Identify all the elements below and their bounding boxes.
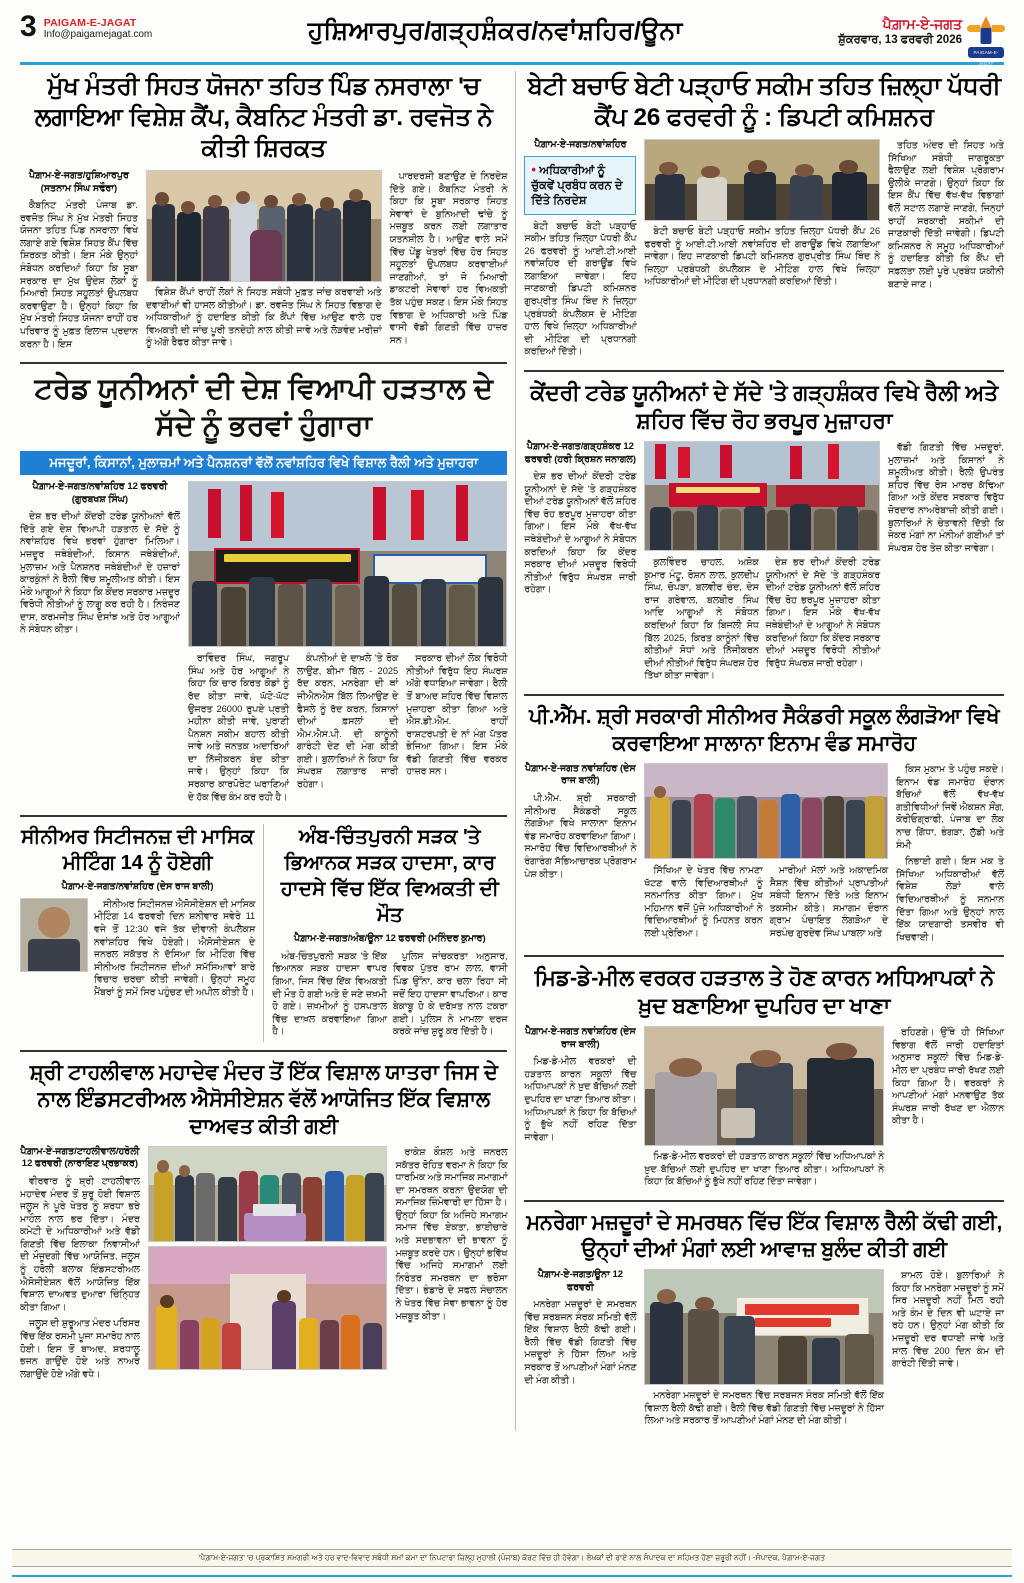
headline-senior-citizens: ਸੀਨੀਅਰ ਸਿਟੀਜਨਜ਼ ਦੀ ਮਾਸਿਕ ਮੀਟਿੰਗ 14 ਨੂੰ ਹੋਏਗੀ xyxy=(21,826,255,875)
article-health-camp xyxy=(20,71,507,354)
a9-col2: ਜਲੂਸ ਦੀ ਸ਼ੁਰੂਆਤ ਮੰਦਰ ਪਰਿਸਰ ਵਿੱਚ ਇੱਕ ਰਸਮੀ ਪੂਜਾ ਸਮਾਰੋਹ ਨਾਲ ਹੋਈ। ਇਸ ਤੋਂ ਬਾਅਦ, ਸ਼ਰਧਾਲੂ ਭਜਨ ਗਾਉਂਦੇ ਹੋਏ ਅਤੇ ਨਾਅਰੇ ਲਗਾਉਂਦੇ ਹੋਏ ਅੱਗੇ ਵਧੇ। xyxy=(20,1318,140,1379)
byline-a6: ਪੈਗ਼ਾਮ-ਏ-ਜਗਤ/ਨਵਾਂਸ਼ਹਿਰ (ਦੇਸ ਰਾਜ ਬਾਲੀ) xyxy=(61,881,214,893)
article-pair-senior-accident xyxy=(20,824,507,1042)
a3-col1: ਦੇਸ਼ ਭਰ ਦੀਆਂ ਕੇਂਦਰੀ ਟਰੇਡ ਯੂਨੀਅਨਾਂ ਦੇ ਸੱਦੇ 'ਤੇ ਗੜ੍ਹਸ਼ੰਕਰ ਦੀਆਂ ਟਰੇਡ ਯੂਨੀਅਨਾਂ ਵੱਲੋਂ ਸ਼ਹਿਰ ਵਿੱਚ ਰੋਹ ਭਰਪੂਰ ਮੁਜ਼ਾਹਰਾ ਕੀਤਾ ਗਿਆ। ਇਸ ਮੌਕੇ ਵੱਖ-ਵੱਖ ਜਥੇਬੰਦੀਆਂ ਦੇ ਆਗੂਆਂ ਨੇ ਸੰਬੋਧਨ ਕਰਦਿਆਂ ਕਿਹਾ ਕਿ ਕੇਂਦਰ ਸਰਕਾਰ ਦੀਆਂ ਮਜ਼ਦੂਰ ਵਿਰੋਧੀ ਨੀਤੀਆਂ ਵਿਰੁੱਧ ਸੰਘਰਸ਼ ਜਾਰੀ ਰਹੇਗਾ। xyxy=(524,471,637,595)
divider-a4-a6 xyxy=(20,815,507,817)
vertical-divider-main xyxy=(515,71,516,1431)
masthead xyxy=(12,0,1012,66)
callout-a2-text: ਅਧਿਕਾਰੀਆਂ ਨੂੰ ਚੁੱਕਵੇਂ ਪ੍ਰਬੰਧ ਕਰਨ ਦੇ ਦਿੱਤੇ ਨਿਰਦੇਸ਼ xyxy=(531,164,623,207)
headline-midday-meal: ਮਿਡ-ਡੇ-ਮੀਲ ਵਰਕਰ ਹੜਤਾਲ ਤੇ ਹੋਣ ਕਾਰਨ ਅਧਿਆਪਕਾਂ ਨੇ ਖ਼ੁਦ ਬਣਾਇਆ ਦੁਪਹਿਰ ਦਾ ਖਾਣਾ xyxy=(534,965,994,1019)
divider-a2-a3 xyxy=(524,370,1004,372)
photo-senior-citizen-portrait xyxy=(20,898,88,972)
a8-col1: ਮਿਡ-ਡੇ-ਮੀਲ ਵਰਕਰਾਂ ਦੀ ਹੜਤਾਲ ਕਾਰਨ ਸਕੂਲਾਂ ਵਿੱਚ ਅਧਿਆਪਕਾਂ ਨੇ ਖ਼ੁਦ ਬੱਚਿਆਂ ਲਈ ਦੁਪਹਿਰ ਦਾ ਖਾਣਾ ਤਿਆਰ ਕੀਤਾ। ਅਧਿਆਪਕਾਂ ਨੇ ਕਿਹਾ ਕਿ ਬੱਚਿਆਂ ਨੂੰ ਭੁੱਖੇ ਨਹੀਂ ਰਹਿਣ ਦਿੱਤਾ ਜਾਵੇਗਾ। xyxy=(524,1056,637,1142)
byline-a2: ਪੈਗ਼ਾਮ-ਏ-ਜਗਤ/ਨਵਾਂਸ਼ਹਿਰ xyxy=(534,139,627,150)
a4-col4: ਸਰਕਾਰ ਦੀਆਂ ਲੋਕ ਵਿਰੋਧੀ ਨੀਤੀਆਂ ਵਿਰੁੱਧ ਇਹ ਸੰਘਰਸ਼ ਅੱਗੇ ਵਧਾਇਆ ਜਾਵੇਗਾ। ਰੈਲੀ ਤੋਂ ਬਾਅਦ ਸ਼ਹਿਰ ਵਿੱਚ ਵਿਸ਼ਾਲ ਮੁਜ਼ਾਹਰਾ ਕੀਤਾ ਗਿਆ ਅਤੇ ਐਸ.ਡੀ.ਐਮ. ਰਾਹੀਂ ਰਾਸ਼ਟਰਪਤੀ ਦੇ ਨਾਂ ਮੰਗ ਪੱਤਰ ਭੇਜਿਆ ਗਿਆ। ਇਸ ਮੌਕੇ ਵੱਡੀ ਗਿਣਤੀ ਵਿੱਚ ਵਰਕਰ ਹਾਜ਼ਰ ਸਨ। xyxy=(406,653,508,777)
photo-midday-meal xyxy=(644,1026,884,1146)
a5-col5: ਨਿਭਾਈ ਗਈ। ਇਸ ਮਕ ਤੇ ਸਿੱਖਿਆ ਅਧਿਕਾਰੀਆਂ ਵੱਲੋਂ ਵਿਸ਼ੇਸ਼ ਲੋੜਾਂ ਵਾਲੇ ਵਿਦਿਆਰਥੀਆਂ ਨੂੰ ਸਨਮਾਨ ਦਿੱਤਾ ਗਿਆ ਅਤੇ ਉਨ੍ਹਾਂ ਨਾਲ ਇੱਕ ਯਾਦਗਾਰੀ ਤਸਵੀਰ ਵੀ ਖਿਚਵਾਈ। xyxy=(896,856,1005,942)
headline-health-camp: ਮੁੱਖ ਮੰਤਰੀ ਸਿਹਤ ਯੋਜਨਾ ਤਹਿਤ ਪਿੰਡ ਨਸਰਾਲਾ 'ਚ ਲਗਾਇਆ ਵਿਸ਼ੇਸ਼ ਕੈਂਪ, ਕੈਬਨਿਟ ਮੰਤਰੀ ਡਾ. ਰਵਜੋਤ ਨੇ ਕੀਤੀ ਸ਼ਿਰਕਤ xyxy=(34,73,493,162)
masthead-right xyxy=(838,14,1004,66)
a7-col1: ਅੰਬ-ਚਿੰਤਪੁਰਨੀ ਸੜਕ 'ਤੇ ਇੱਕ ਭਿਆਨਕ ਸੜਕ ਹਾਦਸਾ ਵਾਪਰ ਗਿਆ, ਜਿਸ ਵਿੱਚ ਇੱਕ ਵਿਅਕਤੀ ਦੀ ਮੌਤ ਹੋ ਗਈ ਅਤੇ ਦੋ ਜਣੇ ਜ਼ਖ਼ਮੀ ਹੋ ਗਏ। ਜ਼ਖ਼ਮੀਆਂ ਨੂੰ ਹਸਪਤਾਲ ਵਿੱਚ ਦਾਖ਼ਲ ਕਰਵਾਇਆ ਗਿਆ ਹੈ। xyxy=(272,950,387,1037)
bottom-rule xyxy=(12,1575,1012,1577)
a3-col3: ਵੱਡੀ ਗਿਣਤੀ ਵਿੱਚ ਮਜ਼ਦੂਰਾਂ, ਮੁਲਾਜ਼ਮਾਂ ਅਤੇ ਕਿਸਾਨਾਂ ਨੇ ਸ਼ਮੂਲੀਅਤ ਕੀਤੀ। ਰੈਲੀ ਉਪਰੰਤ ਸ਼ਹਿਰ ਵਿੱਚ ਰੋਸ ਮਾਰਚ ਕੱਢਿਆ ਗਿਆ ਅਤੇ ਕੇਂਦਰ ਸਰਕਾਰ ਵਿਰੁੱਧ ਜ਼ੋਰਦਾਰ ਨਾਅਰੇਬਾਜ਼ੀ ਕੀਤੀ ਗਈ। ਬੁਲਾਰਿਆਂ ਨੇ ਚੇਤਾਵਨੀ ਦਿੱਤੀ ਕਿ ਜੇਕਰ ਮੰਗਾਂ ਨਾ ਮੰਨੀਆਂ ਗਈਆਂ ਤਾਂ ਸੰਘਰਸ਼ ਹੋਰ ਤੇਜ਼ ਕੀਤਾ ਜਾਵੇਗਾ। xyxy=(888,442,1005,553)
a10-col2: ਸ਼ਾਮਲ ਹੋਏ। ਬੁਲਾਰਿਆਂ ਨੇ ਕਿਹਾ ਕਿ ਮਨਰੇਗਾ ਮਜ਼ਦੂਰਾਂ ਨੂੰ ਸਮੇਂ ਸਿਰ ਮਜ਼ਦੂਰੀ ਨਹੀਂ ਮਿਲ ਰਹੀ ਅਤੇ ਕੰਮ ਦੇ ਦਿਨ ਵੀ ਘਟਾਏ ਜਾ ਰਹੇ ਹਨ। ਉਨ੍ਹਾਂ ਮੰਗ ਕੀਤੀ ਕਿ ਮਜ਼ਦੂਰੀ ਦਰ ਵਧਾਈ ਜਾਵੇ ਅਤੇ ਸਾਲ ਵਿੱਚ 200 ਦਿਨ ਕੰਮ ਦੀ ਗਾਰੰਟੀ ਦਿੱਤੀ ਜਾਵੇ। xyxy=(892,1270,1005,1369)
right-column xyxy=(524,71,1004,1431)
headline-school-prize: ਪੀ.ਐੱਮ. ਸ਼੍ਰੀ ਸਰਕਾਰੀ ਸੀਨੀਅਰ ਸੈਕੰਡਰੀ ਸਕੂਲ ਲੰਗੜੋਆ ਵਿਖੇ ਕਰਵਾਇਆ ਸਾਲਾਨਾ ਇਨਾਮ ਵੰਡ ਸਮਾਰੋਹ xyxy=(529,704,1000,755)
logo-ribbon-text: PAIGAM-E-JAGAT xyxy=(968,47,1004,58)
byline-a7: ਪੈਗ਼ਾਮ-ਏ-ਜਗਤ/ਅੰਬ/ਊਨਾ 12 ਫਰਵਰੀ (ਮਨਿੰਦਰ ਕੁਮਾਰ) xyxy=(293,933,486,945)
callout-a2 xyxy=(524,156,636,215)
article-tahliwal-procession xyxy=(20,1059,507,1385)
photo-dc-meeting xyxy=(644,139,880,221)
a2-col2-dup: ਬੇਟੀ ਬਚਾਓ ਬੇਟੀ ਪੜ੍ਹਾਓ ਸਕੀਮ ਤਹਿਤ ਜ਼ਿਲ੍ਹਾ ਪੱਧਰੀ ਕੈਂਪ 26 ਫਰਵਰੀ ਨੂੰ ਆਈ.ਟੀ.ਆਈ ਨਵਾਂਸ਼ਹਿਰ ਦੀ ਗਰਾਊਂਡ ਵਿਖੇ ਲਗਾਇਆ ਜਾਵੇਗਾ। ਇਹ ਜਾਣਕਾਰੀ ਡਿਪਟੀ ਕਮਿਸ਼ਨਰ ਗੁਰਪ੍ਰੀਤ ਸਿੰਘ ਥਿੰਦ ਨੇ ਜ਼ਿਲ੍ਹਾ ਪ੍ਰਬੰਧਕੀ ਕੰਪਲੈਕਸ ਦੇ ਮੀਟਿੰਗ ਹਾਲ ਵਿਖੇ ਜ਼ਿਲ੍ਹਾ ਅਧਿਕਾਰੀਆਂ ਦੀ ਮੀਟਿੰਗ ਦੀ ਪ੍ਰਧਾਨਗੀ ਕਰਦਿਆਂ ਦਿੱਤੀ। xyxy=(644,226,881,287)
a5-col1: ਪੀ.ਐੱਮ. ਸ਼੍ਰੀ ਸਰਕਾਰੀ ਸੀਨੀਅਰ ਸੈਕੰਡਰੀ ਸਕੂਲ ਲੰਗੜੋਆ ਵਿਖੇ ਸਾਲਾਨਾ ਇਨਾਮ ਵੰਡ ਸਮਾਰੋਹ ਕਰਵਾਇਆ ਗਿਆ। ਸਮਾਰੋਹ ਵਿੱਚ ਵਿਦਿਆਰਥੀਆਂ ਨੇ ਰੰਗਾਰੰਗ ਸੱਭਿਆਚਾਰਕ ਪ੍ਰੋਗਰਾਮ ਪੇਸ਼ ਕੀਤਾ। xyxy=(524,792,637,879)
a10-col1: ਮਨਰੇਗਾ ਮਜ਼ਦੂਰਾਂ ਦੇ ਸਮਰਥਨ ਵਿੱਚ ਸਰਬਜਨ ਸੰਰਕ ਸਮਿਤੀ ਵੱਲੋਂ ਇੱਕ ਵਿਸ਼ਾਲ ਰੈਲੀ ਕੱਢੀ ਗਈ। ਰੈਲੀ ਵਿੱਚ ਵੱਡੀ ਗਿਣਤੀ ਵਿੱਚ ਮਜ਼ਦੂਰਾਂ ਨੇ ਹਿੱਸਾ ਲਿਆ ਅਤੇ ਸਰਕਾਰ ਤੋਂ ਆਪਣੀਆਂ ਮੰਗਾਂ ਮੰਨਣ ਦੀ ਮੰਗ ਕੀਤੀ। xyxy=(524,1299,637,1385)
divider-a8-a10 xyxy=(524,1200,1004,1202)
a8-col1b: ਮਿਡ-ਡੇ-ਮੀਲ ਵਰਕਰਾਂ ਦੀ ਹੜਤਾਲ ਕਾਰਨ ਸਕੂਲਾਂ ਵਿੱਚ ਅਧਿਆਪਕਾਂ ਨੇ ਖ਼ੁਦ ਬੱਚਿਆਂ ਲਈ ਦੁਪਹਿਰ ਦਾ ਖਾਣਾ ਤਿਆਰ ਕੀਤਾ। ਅਧਿਆਪਕਾਂ ਨੇ ਕਿਹਾ ਕਿ ਬੱਚਿਆਂ ਨੂੰ ਭੁੱਖੇ ਨਹੀਂ ਰਹਿਣ ਦਿੱਤਾ ਜਾਵੇਗਾ। xyxy=(644,1151,885,1187)
a5-col2: ਸਿੱਖਿਆ ਦੇ ਖੇਤਰ ਵਿੱਚ ਨਾਮਣਾ ਖੱਟਣ ਵਾਲੇ ਵਿਦਿਆਰਥੀਆਂ ਨੂੰ ਸਨਮਾਨਿਤ ਕੀਤਾ ਗਿਆ। ਮੁੱਖ ਮਹਿਮਾਨ ਵਜੋਂ ਪੁੱਜੇ ਅਧਿਕਾਰੀਆਂ ਨੇ ਵਿਦਿਆਰਥੀਆਂ ਨੂੰ ਮਿਹਨਤ ਕਰਨ ਲਈ ਪ੍ਰੇਰਿਆ। xyxy=(644,864,763,938)
a2-col1: ਬੇਟੀ ਬਚਾਓ ਬੇਟੀ ਪੜ੍ਹਾਓ ਸਕੀਮ ਤਹਿਤ ਜ਼ਿਲ੍ਹਾ ਪੱਧਰੀ ਕੈਂਪ 26 ਫਰਵਰੀ ਨੂੰ ਆਈ.ਟੀ.ਆਈ ਨਵਾਂਸ਼ਹਿਰ ਦੀ ਗਰਾਊਂਡ ਵਿਖੇ ਲਗਾਇਆ ਜਾਵੇਗਾ। ਇਹ ਜਾਣਕਾਰੀ ਡਿਪਟੀ ਕਮਿਸ਼ਨਰ ਗੁਰਪ੍ਰੀਤ ਸਿੰਘ ਥਿੰਦ ਨੇ ਜ਼ਿਲ੍ਹਾ ਪ੍ਰਬੰਧਕੀ ਕੰਪਲੈਕਸ ਦੇ ਮੀਟਿੰਗ ਹਾਲ ਵਿਖੇ ਜ਼ਿਲ੍ਹਾ ਅਧਿਕਾਰੀਆਂ ਦੀ ਮੀਟਿੰਗ ਦੀ ਪ੍ਰਧਾਨਗੀ ਕਰਦਿਆਂ ਦਿੱਤੀ। xyxy=(524,220,637,357)
byline-a1: ਪੈਗ਼ਾਮ-ਏ-ਜਗਤ/ਹੁਸ਼ਿਆਰਪੁਰ (ਸਤਨਾਮ ਸਿੰਘ ਸਢੌਰਾ) xyxy=(28,170,129,194)
photo-health-camp xyxy=(146,170,382,282)
photo-school-prize xyxy=(644,763,888,859)
headline-manrega-rally: ਮਨਰੇਗਾ ਮਜ਼ਦੂਰਾਂ ਦੇ ਸਮਰਥਨ ਵਿੱਚ ਇੱਕ ਵਿਸ਼ਾਲ ਰੈਲੀ ਕੱਢੀ ਗਈ, ਉਨ੍ਹਾਂ ਦੀਆਂ ਮੰਗਾਂ ਲਈ ਆਵਾਜ਼ ਬੁਲੰਦ ਕੀਤੀ ਗਈ xyxy=(526,1211,1003,1262)
masthead-center xyxy=(152,14,838,46)
article-garhshankar-rally xyxy=(524,379,1004,686)
byline-a9: ਪੈਗ਼ਾਮ-ਏ-ਜਗਤ/ਟਾਹਲੀਵਾਲ/ਹਰੋਲੀ 12 ਫਰਵਰੀ (ਨਾਰਾਇਣ ਪ੍ਰਭਾਕਰ) xyxy=(20,1145,140,1170)
a5-col3: ਮਾਰੀਆਂ ਮੱਲਾਂ ਅਤੇ ਅਕਾਦਮਿਕ ਸੈਸ਼ਨ ਵਿੱਚ ਕੀਤੀਆਂ ਪ੍ਰਾਪਤੀਆਂ ਸਬੰਧੀ ਇਨਾਮ ਦਿੱਤੇ ਅਤੇ ਇਨਾਮ ਤਕਸੀਮ ਕੀਤੇ। ਸਮਾਗਮ ਦੌਰਾਨ ਗ੍ਰਾਮ ਪੰਚਾਇਤ ਲੰਗੜੋਆ ਦੇ ਸਰਪੰਚ ਗੁਰਦੇਵ ਸਿੰਘ ਪਾਬਲਾ ਅਤੇ xyxy=(769,864,889,938)
paper-name-latin: PAIGAM-E-JAGAT xyxy=(43,17,137,29)
divider-a7-a9 xyxy=(20,1050,507,1052)
a6-col1: ਸੀਨੀਅਰ ਸਿਟੀਜਨਜ਼ ਐਸੋਸੀਏਸ਼ਨ ਦੀ ਮਾਸਿਕ ਮੀਟਿੰਗ 14 ਫਰਵਰੀ ਦਿਨ ਸ਼ਨੀਵਾਰ ਸਵੇਰੇ 11 ਵਜੇ ਤੋਂ 12:30 ਵਜੇ ਤੱਕ ਦੀਵਾਨੀ ਕੰਪਲੈਕਸ ਨਵਾਂਸ਼ਹਿਰ ਵਿਖੇ ਹੋਏਗੀ। ਐਸੋਸੀਏਸ਼ਨ ਦੇ ਜਨਰਲ ਸਕੱਤਰ ਨੇ ਦੱਸਿਆ ਕਿ ਮੀਟਿੰਗ ਵਿੱਚ ਸੀਨੀਅਰ ਸਿਟੀਜਨਜ਼ ਦੀਆਂ ਸਮੱਸਿਆਵਾਂ ਬਾਰੇ ਵਿਚਾਰ ਚਰਚਾ ਕੀਤੀ ਜਾਵੇਗੀ। ਉਨ੍ਹਾਂ ਸਮੂਹ ਮੈਂਬਰਾਂ ਨੂੰ ਸਮੇਂ ਸਿਰ ਪਹੁੰਚਣ ਦੀ ਅਪੀਲ ਕੀਤੀ ਹੈ। xyxy=(94,898,256,997)
vertical-divider-a6-a7 xyxy=(263,824,264,1042)
divider-a1-a4 xyxy=(20,362,507,364)
article-school-prize xyxy=(524,703,1004,947)
photo-tahliwal-procession xyxy=(148,1146,388,1242)
article-senior-citizens xyxy=(20,824,255,1042)
divider-a5-a8 xyxy=(524,955,1004,957)
headline-trade-union-strike: ਟਰੇਡ ਯੂਨੀਅਨਾਂ ਦੀ ਦੇਸ਼ ਵਿਆਪੀ ਹੜਤਾਲ ਦੇ ਸੱਦੇ ਨੂੰ ਭਰਵਾਂ ਹੁੰਗਾਰਾ xyxy=(34,373,493,443)
a1-col3: ਪਾਰਦਰਸ਼ੀ ਬਣਾਉਣ ਦੇ ਨਿਰਦੇਸ਼ ਦਿੱਤੇ ਗਏ। ਕੈਬਨਿਟ ਮੰਤਰੀ ਨੇ ਕਿਹਾ ਕਿ ਸੂਬਾ ਸਰਕਾਰ ਸਿਹਤ ਸੇਵਾਵਾਂ ਦੇ ਬੁਨਿਆਦੀ ਢਾਂਚੇ ਨੂੰ ਮਜ਼ਬੂਤ ਕਰਨ ਲਈ ਲਗਾਤਾਰ ਯਤਨਸ਼ੀਲ ਹੈ। ਆਉਣ ਵਾਲੇ ਸਮੇਂ ਵਿੱਚ ਪੇਂਡੂ ਖੇਤਰਾਂ ਵਿੱਚ ਹੋਰ ਸਿਹਤ ਸਹੂਲਤਾਂ ਉਪਲਬਧ ਕਰਵਾਈਆਂ ਜਾਣਗੀਆਂ, ਤਾਂ ਜੋ ਮਿਆਰੀ ਡਾਕਟਰੀ ਸੇਵਾਵਾਂ ਹਰ ਵਿਅਕਤੀ ਤੱਕ ਪਹੁੰਚ ਸਕਣ। ਇਸ ਮੌਕੇ ਸਿਹਤ ਵਿਭਾਗ ਦੇ ਅਧਿਕਾਰੀ ਅਤੇ ਪਿੰਡ ਵਾਸੀ ਵੱਡੀ ਗਿਣਤੀ ਵਿੱਚ ਹਾਜ਼ਰ ਸਨ। xyxy=(389,171,508,345)
a4-col3: ਕੰਪਨੀਆਂ ਦੇ ਦਾਖ਼ਲੇ 'ਤੇ ਰੋਕ ਲਾਉਣ, ਬੀਮਾ ਬਿੱਲ - 2025 ਰੱਦ ਕਰਨ, ਮਨਰੇਗਾ ਦੀ ਥਾਂ ਜੀਐਨਐਸ ਬਿੱਲ ਲਿਆਉਣ ਦੇ ਫੈਸਲੇ ਨੂੰ ਰੱਦ ਕਰਨ, ਕਿਸਾਨਾਂ ਦੀਆਂ ਫ਼ਸਲਾਂ ਦੀ ਐਮ.ਐਸ.ਪੀ. ਦੀ ਕਾਨੂੰਨੀ ਗਾਰੰਟੀ ਦੇਣ ਦੀ ਮੰਗ ਕੀਤੀ ਗਈ। ਬੁਲਾਰਿਆਂ ਨੇ ਕਿਹਾ ਕਿ ਸੰਘਰਸ਼ ਲਗਾਤਾਰ ਜਾਰੀ ਰਹੇਗਾ। xyxy=(297,653,399,790)
byline-a8: ਪੈਗ਼ਾਮ-ਏ-ਜਗਤ ਨਵਾਂਸ਼ਹਿਰ (ਦੇਸ ਰਾਜ ਬਾਲੀ) xyxy=(525,1026,636,1050)
a3-col2b: ਦੇਸ਼ ਭਰ ਦੀਆਂ ਕੇਂਦਰੀ ਟਰੇਡ ਯੂਨੀਅਨਾਂ ਦੇ ਸੱਦੇ 'ਤੇ ਗੜ੍ਹਸ਼ੰਕਰ ਦੀਆਂ ਟਰੇਡ ਯੂਨੀਅਨਾਂ ਵੱਲੋਂ ਸ਼ਹਿਰ ਵਿੱਚ ਰੋਹ ਭਰਪੂਰ ਮੁਜ਼ਾਹਰਾ ਕੀਤਾ ਗਿਆ। ਇਸ ਮੌਕੇ ਵੱਖ-ਵੱਖ ਜਥੇਬੰਦੀਆਂ ਦੇ ਆਗੂਆਂ ਨੇ ਸੰਬੋਧਨ ਕਰਦਿਆਂ ਕਿਹਾ ਕਿ ਕੇਂਦਰ ਸਰਕਾਰ ਦੀਆਂ ਮਜ਼ਦੂਰ ਵਿਰੋਧੀ ਨੀਤੀਆਂ ਵਿਰੁੱਧ ਸੰਘਰਸ਼ ਜਾਰੀ ਰਹੇਗਾ। xyxy=(765,557,881,668)
photo-manrega-rally xyxy=(644,1269,884,1385)
a10-col1b: ਮਨਰੇਗਾ ਮਜ਼ਦੂਰਾਂ ਦੇ ਸਮਰਥਨ ਵਿੱਚ ਸਰਬਜਨ ਸੰਰਕ ਸਮਿਤੀ ਵੱਲੋਂ ਇੱਕ ਵਿਸ਼ਾਲ ਰੈਲੀ ਕੱਢੀ ਗਈ। ਰੈਲੀ ਵਿੱਚ ਵੱਡੀ ਗਿਣਤੀ ਵਿੱਚ ਮਜ਼ਦੂਰਾਂ ਨੇ ਹਿੱਸਾ ਲਿਆ ਅਤੇ ਸਰਕਾਰ ਤੋਂ ਆਪਣੀਆਂ ਮੰਗਾਂ ਮੰਨਣ ਦੀ ਮੰਗ ਕੀਤੀ। xyxy=(644,1390,885,1426)
manrega-banner xyxy=(736,1297,869,1336)
a3-col2: ਕੁਲਵਿੰਦਰ ਚਾਹਲ, ਅਸ਼ੋਕ ਕੁਮਾਰ ਮੰਟੂ, ਰੋਸ਼ਨ ਲਾਲ, ਕੁਲਦੀਪ ਸਿੰਘ, ਚੋਪੜਾ, ਬਲਵੀਰ ਚੰਦ, ਦੇਸ ਰਾਜ ਗਰੇਵਾਲ, ਬਲਬੀਰ ਸਿੰਘ ਆਦਿ ਆਗੂਆਂ ਨੇ ਸੰਬੋਧਨ ਕਰਦਿਆਂ ਕਿਹਾ ਕਿ ਬਿਜਲੀ ਸੋਧ ਬਿੱਲ 2025, ਕਿਰਤ ਕਾਨੂੰਨਾਂ ਵਿੱਚ ਕੀਤੀਆਂ ਸੋਧਾਂ ਅਤੇ ਨਿੱਜੀਕਰਨ ਦੀਆਂ ਨੀਤੀਆਂ ਵਿਰੁੱਧ ਸੰਘਰਸ਼ ਹੋਰ ਤਿੱਖਾ ਕੀਤਾ ਜਾਵੇਗਾ। xyxy=(644,557,759,681)
a4-col1: ਦੇਸ਼ ਭਰ ਦੀਆਂ ਕੇਂਦਰੀ ਟਰੇਡ ਯੂਨੀਅਨਾਂ ਵੱਲੋਂ ਦਿੱਤੇ ਗਏ ਦੇਸ਼ ਵਿਆਪੀ ਹੜਤਾਲ ਦੇ ਸੱਦੇ ਨੂੰ ਨਵਾਂਸ਼ਹਿਰ ਵਿਖੇ ਭਰਵਾਂ ਹੁੰਗਾਰਾ ਮਿਲਿਆ। ਮਜ਼ਦੂਰ ਜਥੇਬੰਦੀਆਂ, ਕਿਸਾਨ ਜਥੇਬੰਦੀਆਂ, ਮੁਲਾਜ਼ਮ ਅਤੇ ਪੈਨਸ਼ਨਰ ਜਥੇਬੰਦੀਆਂ ਦੇ ਹਜ਼ਾਰਾਂ ਕਾਰਕੁੰਨਾਂ ਨੇ ਰੈਲੀ ਵਿੱਚ ਸ਼ਮੂਲੀਅਤ ਕੀਤੀ। ਇਸ ਮੌਕੇ ਆਗੂਆਂ ਨੇ ਕਿਹਾ ਕਿ ਕੇਂਦਰ ਸਰਕਾਰ ਮਜ਼ਦੂਰ ਵਿਰੋਧੀ ਨੀਤੀਆਂ ਨੂੰ ਲਾਗੂ ਕਰ ਰਹੀ ਹੈ। ਨਿਰੰਜਣ ਦਾਸ, ਕਰਮਜੀਤ ਸਿੰਘ ਦੋਸਾਂਝ ਅਤੇ ਹੋਰ ਆਗੂਆਂ ਨੇ ਸੰਬੋਧਨ ਕੀਤਾ। xyxy=(20,511,180,635)
publication-date: ਸ਼ੁੱਕਰਵਾਰ, 13 ਫਰਵਰੀ 2026 xyxy=(838,34,962,46)
photo-nawanshahr-rally xyxy=(188,481,508,647)
masthead-rule xyxy=(20,62,1004,65)
headline-road-accident: ਅੰਬ-ਚਿੰਤਪੁਰਨੀ ਸੜਕ 'ਤੇ ਭਿਆਨਕ ਸੜਕ ਹਾਦਸਾ, ਕਾਰ ਹਾਦਸੇ ਵਿੱਚ ਇੱਕ ਵਿਅਕਤੀ ਦੀ ਮੌਤ xyxy=(280,826,499,927)
a8-col2: ਰਹਿਣਗੇ। ਉੱਥੇ ਹੀ ਸਿੱਖਿਆ ਵਿਭਾਗ ਵੱਲੋਂ ਜਾਰੀ ਹਦਾਇਤਾਂ ਅਨੁਸਾਰ ਸਕੂਲਾਂ ਵਿੱਚ ਮਿਡ-ਡੇ-ਮੀਲ ਦਾ ਪ੍ਰਬੰਧ ਜਾਰੀ ਰੱਖਣ ਲਈ ਕਿਹਾ ਗਿਆ ਹੈ। ਵਰਕਰਾਂ ਨੇ ਆਪਣੀਆਂ ਮੰਗਾਂ ਮਨਵਾਉਣ ਤੱਕ ਸੰਘਰਸ਼ ਜਾਰੀ ਰੱਖਣ ਦਾ ਐਲਾਨ ਕੀਤਾ ਹੈ। xyxy=(892,1027,1005,1126)
article-midday-meal xyxy=(524,964,1004,1192)
bullet-icon: • xyxy=(531,161,536,177)
page-number: 3 xyxy=(20,10,37,43)
article-road-accident xyxy=(272,824,507,1042)
a1-col2: ਵਿਸ਼ੇਸ਼ ਕੈਂਪਾਂ ਰਾਹੀਂ ਲੋਕਾਂ ਨੇ ਸਿਹਤ ਸਬੰਧੀ ਮੁਫ਼ਤ ਜਾਂਚ ਕਰਵਾਈ ਅਤੇ ਦਵਾਈਆਂ ਵੀ ਹਾਸਲ ਕੀਤੀਆਂ। ਡਾ. ਰਵਜੋਤ ਸਿੰਘ ਨੇ ਸਿਹਤ ਵਿਭਾਗ ਦੇ ਅਧਿਕਾਰੀਆਂ ਨੂੰ ਹਦਾਇਤ ਕੀਤੀ ਕਿ ਕੈਂਪਾਂ ਵਿੱਚ ਆਉਣ ਵਾਲੇ ਹਰ ਵਿਅਕਤੀ ਦੀ ਜਾਂਚ ਪੂਰੀ ਤਨਦੇਹੀ ਨਾਲ ਕੀਤੀ ਜਾਵੇ ਅਤੇ ਲੋੜਵੰਦ ਮਰੀਜ਼ਾਂ ਨੂੰ ਅੱਗੇ ਰੈਫਰ ਕੀਤਾ ਜਾਵੇ। xyxy=(145,287,382,348)
edition-title: ਹੁਸ਼ਿਆਰਪੁਰ/ਗੜ੍ਹਸ਼ੰਕਰ/ਨਵਾਂਸ਼ਹਿਰ/ਊਨਾ xyxy=(307,17,683,45)
byline-a4: ਪੈਗ਼ਾਮ-ਏ-ਜਗਤ/ਨਵਾਂਸ਼ਹਿਰ 12 ਫਰਵਰੀ (ਗੁਰਬਖਸ਼ ਸਿੰਘ) xyxy=(32,481,168,505)
page-content xyxy=(12,71,1012,1431)
a1-col1: ਕੈਬਨਿਟ ਮੰਤਰੀ ਪੰਜਾਬ ਡਾ. ਰਵਜੋਤ ਸਿੰਘ ਨੇ ਮੁੱਖ ਮੰਤਰੀ ਸਿਹਤ ਯੋਜਨਾ ਤਹਿਤ ਪਿੰਡ ਨਸਰਾਲਾ ਵਿਖੇ ਲਗਾਏ ਗਏ ਵਿਸ਼ੇਸ਼ ਸਿਹਤ ਕੈਂਪ ਵਿੱਚ ਸ਼ਿਰਕਤ ਕੀਤੀ। ਇਸ ਮੌਕੇ ਉਨ੍ਹਾਂ ਸੰਬੋਧਨ ਕਰਦਿਆਂ ਕਿਹਾ ਕਿ ਸੂਬਾ ਸਰਕਾਰ ਦਾ ਮੁੱਖ ਉਦੇਸ਼ ਲੋਕਾਂ ਨੂੰ ਮਿਆਰੀ ਸਿਹਤ ਸਹੂਲਤਾਂ ਉਪਲਬਧ ਕਰਵਾਉਣਾ ਹੈ। ਉਨ੍ਹਾਂ ਕਿਹਾ ਕਿ ਮੁੱਖ ਮੰਤਰੀ ਸਿਹਤ ਯੋਜਨਾ ਰਾਹੀਂ ਹਰ ਪਰਿਵਾਰ ਨੂੰ ਮੁਫ਼ਤ ਇਲਾਜ ਪ੍ਰਦਾਨ ਕਰਨਾ ਹੈ। ਇਸ xyxy=(20,200,138,349)
byline-a10: ਪੈਗ਼ਾਮ-ਏ-ਜਗਤ/ਊਨਾ 12 ਫਰਵਰੀ xyxy=(537,1269,624,1293)
a5-col4: ਕਿਸ ਮੁਕਾਮ ਤੇ ਪਹੁੰਚ ਸਕਦੇ। ਇਨਾਮ ਵੰਡ ਸਮਾਰੋਹ ਦੌਰਾਨ ਬੱਚਿਆਂ ਵੱਲੋਂ ਵੱਖ-ਵੱਖ ਗਤੀਵਿਧੀਆਂ ਜਿਵੇਂ ਐਕਸ਼ਨ ਸੌਂਗ, ਕੋਰੀਓਗ੍ਰਾਫੀ, ਪੰਜਾਬ ਦਾ ਲੋਕ ਨਾਚ ਗਿੱਧਾ, ਭੰਗੜਾ, ਲੁੱਡੀ ਅਤੇ ਸੰਮੀ xyxy=(896,763,1005,850)
byline-a3: ਪੈਗ਼ਾਮ-ਏ-ਜਗਤ/ਗੜ੍ਹਸ਼ੰਕਰ 12 ਫਰਵਰੀ (ਹਰੀ ਕ੍ਰਿਸ਼ਨ ਜਨਾਗਲ) xyxy=(524,441,637,465)
subhead-band-a4: ਮਜਦੂਰਾਂ, ਕਿਸਾਨਾਂ, ਮੁਲਾਜ਼ਮਾਂ ਅਤੇ ਪੈਨਸ਼ਨਰਾਂ ਵੱਲੋਂ ਨਵਾਂਸ਼ਹਿਰ ਵਿਖੇ ਵਿਸ਼ਾਲ ਰੈਲੀ ਅਤੇ ਮੁਜ਼ਾਹਰਾ xyxy=(20,451,507,475)
left-column xyxy=(20,71,507,1431)
rally-banner xyxy=(214,548,360,584)
article-manrega-rally xyxy=(524,1209,1004,1431)
a9-col3: ਰਾਕੇਸ਼ ਕੌਸ਼ਲ ਅਤੇ ਜਨਰਲ ਸਕੱਤਰ ਰੋਹਿਤ ਵਰਮਾ ਨੇ ਕਿਹਾ ਕਿ ਧਾਰਮਿਕ ਅਤੇ ਸਮਾਜਿਕ ਸਮਾਗਮਾਂ ਦਾ ਸਮਰਥਨ ਕਰਨਾ ਉਦਯੋਗ ਦੀ ਸਮਾਜਿਕ ਜ਼ਿੰਮੇਵਾਰੀ ਦਾ ਹਿੱਸਾ ਹੈ। ਉਨ੍ਹਾਂ ਕਿਹਾ ਕਿ ਅਜਿਹੇ ਸਮਾਗਮ ਸਮਾਜ ਵਿੱਚ ਏਕਤਾ, ਭਾਈਚਾਰੇ ਅਤੇ ਸਦਭਾਵਨਾ ਦੀ ਭਾਵਨਾ ਨੂੰ ਮਜ਼ਬੂਤ ਕਰਦੇ ਹਨ। ਉਨ੍ਹਾਂ ਭਵਿੱਖ ਵਿੱਚ ਅਜਿਹੇ ਸਮਾਗਮਾਂ ਲਈ ਨਿਰੰਤਰ ਸਮਰਥਨ ਦਾ ਭਰੋਸਾ ਦਿੱਤਾ। ਭੰਡਾਰੇ ਦੇ ਸਫਲ ਸੰਚਾਲਨ ਨੇ ਖੇਤਰ ਵਿੱਚ ਸੇਵਾ ਭਾਵਨਾ ਨੂੰ ਹੋਰ ਮਜ਼ਬੂਤ ਕੀਤਾ। xyxy=(395,1146,508,1321)
headline-tahliwal-procession: ਸ਼੍ਰੀ ਟਾਹਲੀਵਾਲ ਮਹਾਦੇਵ ਮੰਦਰ ਤੋਂ ਇੱਕ ਵਿਸ਼ਾਲ ਯਾਤਰਾ ਜਿਸ ਦੇ ਨਾਲ ਇੰਡਸਟਰੀਅਲ ਐਸੋਸੀਏਸ਼ਨ ਵੱਲੋਂ ਆਯੋਜਿਤ ਇੱਕ ਵਿਸ਼ਾਲ ਦਾਅਵਤ ਕੀਤੀ ਗਈ xyxy=(29,1060,498,1138)
brand-name-punjabi: ਪੈਗ਼ਾਮ-ਏ-ਜਗਤ xyxy=(882,16,962,32)
headline-garhshankar-rally: ਕੇਂਦਰੀ ਟਰੇਡ ਯੂਨੀਅਨਾਂ ਦੇ ਸੱਦੇ 'ਤੇ ਗੜ੍ਹਸ਼ੰਕਰ ਵਿਖੇ ਰੈਲੀ ਅਤੇ ਸ਼ਹਿਰ ਵਿੱਚ ਰੋਹ ਭਰਪੂਰ ਮੁਜ਼ਾਹਰਾ xyxy=(530,380,999,434)
divider-a3-a5 xyxy=(524,694,1004,696)
photo-langar-bhandara xyxy=(148,1246,388,1370)
photo-garhshankar-rally xyxy=(644,441,880,551)
article-trade-union-strike xyxy=(20,371,507,807)
paper-logo-icon xyxy=(968,16,1004,66)
a7-col2: ਪੁਲਿਸ ਜਾਂਚਕਰਤਾ ਅਨੁਸਾਰ, ਵਿਵਕ ਪੁੱਤਰ ਰਾਮ ਲਾਲ, ਵਾਸੀ ਪਿੰਡ ਉੱਨਾ, ਕਾਰ ਚਲਾ ਰਿਹਾ ਸੀ ਜਦੋਂ ਇਹ ਹਾਦਸਾ ਵਾਪਰਿਆ। ਕਾਰ ਬੇਕਾਬੂ ਹੋ ਕੇ ਦਰੱਖ਼ਤ ਨਾਲ ਟਕਰਾ ਗਈ। ਪੁਲਿਸ ਨੇ ਮਾਮਲਾ ਦਰਜ ਕਰਕੇ ਜਾਂਚ ਸ਼ੁਰੂ ਕਰ ਦਿੱਤੀ ਹੈ। xyxy=(392,950,508,1037)
footer-disclaimer: 'ਪੈਗ਼ਾਮ-ਏ-ਜਗਤ' 'ਚ ਪ੍ਰਕਾਸ਼ਿਤ ਸਮਗਰੀ ਅਤੇ ਹਰ ਵਾਦ-ਵਿਵਾਦ ਸਬੰਧੀ ਸਮਾਂ ਕਮਾ ਦਾ ਨਿਪਟਾਰਾ ਜ਼ਿਲ੍ਹ ਮੁਹਾਲੀ (ਪੰਜਾਬ) ਕੋਰਟ ਵਿੱਚ ਹੀ ਹੋਵੇਗਾ। ਲੇਖਕਾਂ ਦੀ ਰਾਏ ਨਾਲ ਸੰਪਾਦਕ ਦਾ ਸਹਿਮਤ ਹੋਣਾ ਜ਼ਰੂਰੀ ਨਹੀਂ। -ਸੰਪਾਦਕ, ਪੈਗ਼ਾਮ-ਏ-ਜਗਤ xyxy=(12,1549,1012,1567)
paper-email[interactable]: Info@paigamejagat.com xyxy=(43,29,153,40)
headline-beti-bachao: ਬੇਟੀ ਬਚਾਓ ਬੇਟੀ ਪੜ੍ਹਾਓ ਸਕੀਮ ਤਹਿਤ ਜ਼ਿਲ੍ਹਾ ਪੱਧਰੀ ਕੈਂਪ 26 ਫਰਵਰੀ ਨੂੰ : ਡਿਪਟੀ ਕਮਿਸ਼ਨਰ xyxy=(527,73,1001,131)
article-beti-bachao xyxy=(524,71,1004,362)
byline-a5: ਪੈਗ਼ਾਮ-ਏ-ਜਗਤ ਨਵਾਂਸ਼ਹਿਰ (ਦੇਸ ਰਾਜ ਬਾਲੀ) xyxy=(525,762,636,787)
a2-col2: ਤਹਿਤ ਅੰਦਰ ਦੀ ਸਿਹਤ ਅਤੇ ਸਿੱਖਿਆ ਸਬੰਧੀ ਜਾਗਰੂਕਤਾ ਫੈਲਾਉਣ ਲਈ ਵਿਸ਼ੇਸ਼ ਪ੍ਰੋਗਰਾਮ ਉਲੀਕੇ ਜਾਣਗੇ। ਉਨ੍ਹਾਂ ਕਿਹਾ ਕਿ ਇਸ ਕੈਂਪ ਵਿੱਚ ਵੱਖ-ਵੱਖ ਵਿਭਾਗਾਂ ਵੱਲੋਂ ਸਟਾਲ ਲਗਾਏ ਜਾਣਗੇ, ਜਿਨ੍ਹਾਂ ਰਾਹੀਂ ਸਰਕਾਰੀ ਸਕੀਮਾਂ ਦੀ ਜਾਣਕਾਰੀ ਦਿੱਤੀ ਜਾਵੇਗੀ। ਡਿਪਟੀ ਕਮਿਸ਼ਨਰ ਨੇ ਸਮੂਹ ਅਧਿਕਾਰੀਆਂ ਨੂੰ ਹਦਾਇਤ ਕੀਤੀ ਕਿ ਕੈਂਪ ਦੀ ਸਫ਼ਲਤਾ ਲਈ ਪੂਰੇ ਪ੍ਰਬੰਧ ਯਕੀਨੀ ਬਣਾਏ ਜਾਣ। xyxy=(888,140,1005,289)
a9-col1: ਵੀਰਵਾਰ ਨੂੰ ਸ਼੍ਰੀ ਟਾਹਲੀਵਾਲ ਮਹਾਦੇਵ ਮੰਦਰ ਤੋਂ ਸ਼ੁਰੂ ਹੋਈ ਵਿਸ਼ਾਲ ਜਲੂਸ ਨੇ ਪੂਰੇ ਖੇਤਰ ਨੂੰ ਸ਼ਰਧਾ ਭਰੇ ਮਾਹੌਲ ਨਾਲ ਭਰ ਦਿੱਤਾ। ਮੰਦਰ ਕਮੇਟੀ ਦੇ ਅਧਿਕਾਰੀਆਂ ਅਤੇ ਵੱਡੀ ਗਿਣਤੀ ਵਿੱਚ ਇਲਾਕਾ ਨਿਵਾਸੀਆਂ ਦੀ ਮੌਜੂਦਗੀ ਵਿੱਚ ਆਯੋਜਿਤ, ਜਲੂਸ ਨੂੰ ਹਰੋਲੀ ਬਲਾਕ ਇੰਡਸਟਰੀਅਲ ਐਸੋਸੀਏਸ਼ਨ ਵੱਲੋਂ ਆਯੋਜਿਤ ਇੱਕ ਵਿਸ਼ਾਲ ਦਾਅਵਤ ਦੁਆਰਾ ਚਿੰਨ੍ਹਿਤ ਕੀਤਾ ਗਿਆ। xyxy=(20,1175,140,1312)
masthead-left xyxy=(20,10,153,43)
a4-col2: ਰਾਵਿੰਦਰ ਸਿੰਘ, ਜਗਰੂਪ ਸਿੰਘ ਅਤੇ ਹੋਰ ਆਗੂਆਂ ਨੇ ਕਿਹਾ ਕਿ ਚਾਰ ਕਿਰਤ ਕੋਡਾਂ ਨੂੰ ਰੱਦ ਕੀਤਾ ਜਾਵੇ, ਘੱਟੋ-ਘੱਟ ਉਜਰਤ 26000 ਰੁਪਏ ਪ੍ਰਤੀ ਮਹੀਨਾ ਕੀਤੀ ਜਾਵੇ, ਪੁਰਾਣੀ ਪੈਨਸ਼ਨ ਸਕੀਮ ਬਹਾਲ ਕੀਤੀ ਜਾਵੇ ਅਤੇ ਜਨਤਕ ਅਦਾਰਿਆਂ ਦਾ ਨਿੱਜੀਕਰਨ ਬੰਦ ਕੀਤਾ ਜਾਵੇ। ਉਨ੍ਹਾਂ ਕਿਹਾ ਕਿ ਸਰਕਾਰ ਕਾਰਪੋਰੇਟ ਘਰਾਣਿਆਂ ਦੇ ਹੱਕ ਵਿੱਚ ਕੰਮ ਕਰ ਰਹੀ ਹੈ। xyxy=(187,653,290,802)
